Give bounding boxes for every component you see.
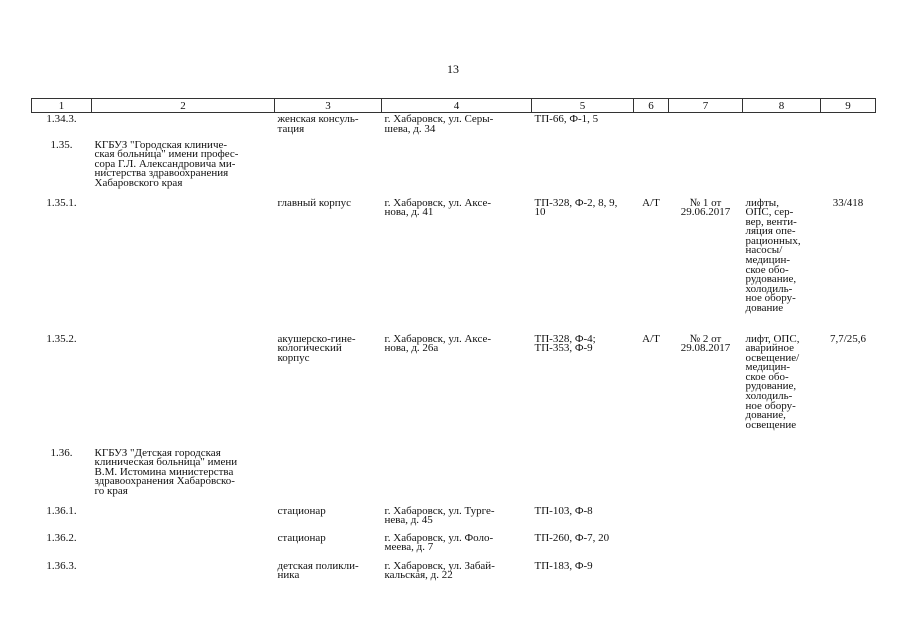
table-row [32,333,876,447]
cell-number: 1.36.2. [46,531,77,544]
cell-act [669,139,743,197]
cell-address: г. Хабаровск, ул. Аксе- нова, д. 41 [384,196,492,219]
cell-address: г. Хабаровск, ул. Забай- кальская, д. 22 [384,559,495,582]
cell-address: г. Хабаровск, ул. Аксе- нова, д. 26а [384,332,492,355]
table-row [32,532,876,560]
cell-power [821,532,876,560]
cell-equipment: лифт, ОПС, аварийное освещение/ медицин- ское обо- рудование, холодиль- ное обору- дование, освещение [745,332,800,431]
cell-equipment [743,505,821,532]
cell-col-6: А/Т [642,332,660,345]
cell-organization [92,560,275,588]
cell-number: 1.34.3. [46,113,77,125]
cell-number: 1.36. [50,446,73,459]
cell-object [275,139,382,197]
cell-col-6 [634,447,669,505]
header-row [32,99,876,113]
cell-number: 1.35.1. [46,196,77,209]
cell-power [821,447,876,505]
table-row [32,447,876,505]
cell-act [669,447,743,505]
cell-number: 1.35.2. [46,332,77,345]
cell-number: 1.35. [50,138,73,151]
header-col-3: 3 [275,99,382,113]
cell-number: 1.36.1. [46,504,77,517]
table-row [32,560,876,588]
cell-act [669,532,743,560]
cell-address [382,447,532,505]
cell-equipment [743,113,821,139]
cell-act [669,560,743,588]
cell-substation: ТП-328, Ф-4; ТП-353, Ф-9 [534,332,596,355]
cell-object: детская поликли- ника [277,559,359,582]
table-row [32,113,876,139]
cell-act: № 2 от 29.08.2017 [680,332,731,355]
cell-substation [532,447,634,505]
page-number: 13 [447,62,459,76]
header-col-8: 8 [743,99,821,113]
cell-address: г. Хабаровск, ул. Турге- нева, д. 45 [384,504,495,527]
cell-organization [92,197,275,333]
header-col-5: 5 [532,99,634,113]
table-row [32,197,876,333]
cell-object: женская консуль- тация [277,113,359,135]
cell-power [821,113,876,139]
cell-object [275,447,382,505]
cell-equipment [743,532,821,560]
cell-address: г. Хабаровск, ул. Серы- шева, д. 34 [384,113,494,135]
cell-equipment [743,447,821,505]
cell-power: 33/418 [832,196,864,209]
header-col-2: 2 [92,99,275,113]
cell-col-6 [634,560,669,588]
cell-address [382,139,532,197]
cell-act [669,113,743,139]
table-row [32,139,876,197]
header-col-4: 4 [382,99,532,113]
cell-power: 7,7/25,6 [829,332,867,345]
cell-organization: КГБУЗ "Городская клиниче- ская больница" имени профес- сора Г.Л. Александровича ми- нистерства здравоохранения Хабаровского края [94,138,239,189]
cell-col-6 [634,139,669,197]
cell-object: стационар [277,531,326,544]
cell-col-6 [634,505,669,532]
cell-col-6 [634,532,669,560]
cell-substation: ТП-260, Ф-7, 20 [534,531,610,544]
cell-equipment: лифты, ОПС, сер- вер, венти- ляция опе- рационных, насосы/ медицин- ское обо- рудование, холодиль- ное обору- дование [745,196,801,315]
cell-object: главный корпус [277,196,351,209]
table-row [32,505,876,532]
cell-equipment [743,139,821,197]
cell-act [669,505,743,532]
cell-organization [92,333,275,447]
cell-organization [92,113,275,139]
document-table [31,98,876,588]
cell-power [821,139,876,197]
cell-act: № 1 от 29.06.2017 [680,196,731,219]
cell-organization [92,505,275,532]
header-col-7: 7 [669,99,743,113]
cell-organization: КГБУЗ "Детская городская клиническая больница" имени В.М. Истомина министерства здравоохранения Хабаровско- го края [94,446,238,497]
cell-object: стационар [277,504,326,517]
cell-substation: ТП-66, Ф-1, 5 [534,113,599,125]
cell-power [821,560,876,588]
cell-substation: ТП-183, Ф-9 [534,559,593,572]
cell-power [821,505,876,532]
cell-col-6 [634,113,669,139]
cell-address: г. Хабаровск, ул. Фоло- меева, д. 7 [384,531,494,554]
cell-equipment [743,560,821,588]
cell-object: акушерско-гине- кологический корпус [277,332,356,364]
cell-substation: ТП-328, Ф-2, 8, 9, 10 [534,196,618,219]
cell-col-6: А/Т [642,196,660,209]
header-col-9: 9 [821,99,876,113]
header-col-6: 6 [634,99,669,113]
cell-substation [532,139,634,197]
header-col-1: 1 [32,99,92,113]
cell-number: 1.36.3. [46,559,77,572]
cell-organization [92,532,275,560]
cell-substation: ТП-103, Ф-8 [534,504,593,517]
